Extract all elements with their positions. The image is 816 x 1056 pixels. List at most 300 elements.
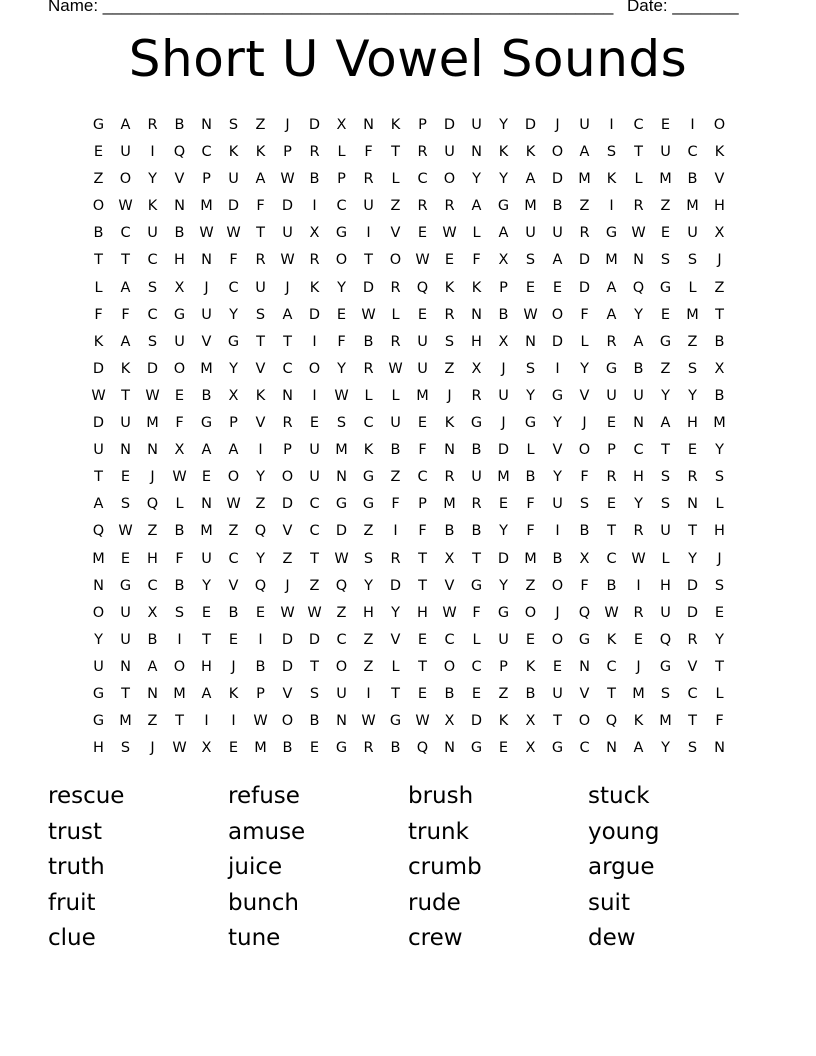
grid-letter[interactable]: X: [147, 604, 158, 621]
grid-letter[interactable]: C: [147, 577, 158, 594]
grid-letter[interactable]: X: [309, 225, 320, 242]
grid-letter[interactable]: V: [282, 685, 293, 702]
grid-letter[interactable]: W: [172, 740, 187, 757]
grid-letter[interactable]: D: [497, 550, 510, 567]
grid-letter[interactable]: B: [471, 523, 482, 540]
grid-letter[interactable]: M: [335, 442, 348, 459]
grid-letter[interactable]: J: [582, 415, 587, 432]
grid-letter[interactable]: D: [470, 713, 483, 730]
grid-letter[interactable]: U: [93, 442, 104, 459]
grid-letter[interactable]: S: [660, 685, 671, 702]
grid-letter[interactable]: W: [199, 225, 214, 242]
grid-letter[interactable]: T: [391, 685, 400, 702]
grid-letter[interactable]: K: [498, 713, 509, 730]
grid-letter[interactable]: E: [714, 604, 725, 621]
grid-letter[interactable]: U: [633, 387, 644, 404]
grid-letter[interactable]: N: [444, 442, 455, 459]
grid-letter[interactable]: W: [226, 225, 241, 242]
grid-letter[interactable]: O: [308, 360, 321, 377]
grid-letter[interactable]: Y: [499, 117, 508, 133]
grid-letter[interactable]: G: [92, 685, 105, 702]
grid-letter[interactable]: B: [390, 442, 401, 459]
grid-letter[interactable]: H: [417, 604, 428, 621]
grid-letter[interactable]: Y: [553, 469, 562, 486]
grid-letter[interactable]: C: [336, 198, 347, 215]
grid-letter[interactable]: Y: [688, 550, 697, 567]
grid-letter[interactable]: S: [174, 604, 185, 621]
grid-letter[interactable]: L: [175, 496, 184, 513]
grid-letter[interactable]: C: [633, 442, 644, 459]
grid-letter[interactable]: Z: [363, 523, 374, 540]
grid-letter[interactable]: D: [281, 496, 294, 513]
grid-letter[interactable]: E: [687, 442, 698, 459]
grid-letter[interactable]: T: [310, 658, 319, 675]
grid-letter[interactable]: P: [499, 658, 508, 675]
grid-letter[interactable]: S: [444, 333, 455, 350]
grid-letter[interactable]: W: [415, 713, 430, 730]
grid-letter[interactable]: A: [579, 144, 590, 161]
grid-letter[interactable]: G: [578, 631, 591, 648]
grid-letter[interactable]: T: [688, 713, 697, 730]
grid-letter[interactable]: G: [227, 333, 240, 350]
grid-letter[interactable]: I: [393, 523, 398, 540]
grid-letter[interactable]: N: [606, 740, 617, 757]
grid-letter[interactable]: B: [174, 117, 185, 133]
grid-letter[interactable]: P: [283, 144, 292, 161]
grid-letter[interactable]: H: [93, 740, 104, 757]
grid-letter[interactable]: W: [118, 198, 133, 215]
grid-letter[interactable]: N: [147, 685, 158, 702]
grid-letter[interactable]: U: [336, 685, 347, 702]
grid-letter[interactable]: N: [147, 442, 158, 459]
grid-letter[interactable]: M: [200, 523, 213, 540]
grid-letter[interactable]: Z: [228, 523, 239, 540]
grid-letter[interactable]: T: [364, 252, 373, 269]
grid-letter[interactable]: Y: [499, 577, 508, 594]
grid-letter[interactable]: W: [631, 225, 646, 242]
grid-letter[interactable]: L: [661, 550, 670, 567]
grid-letter[interactable]: F: [418, 442, 427, 459]
grid-letter[interactable]: D: [92, 415, 105, 432]
grid-letter[interactable]: K: [93, 333, 104, 350]
grid-letter[interactable]: N: [471, 144, 482, 161]
grid-letter[interactable]: K: [606, 631, 617, 648]
grid-letter[interactable]: J: [501, 360, 506, 377]
grid-letter[interactable]: L: [715, 496, 724, 513]
grid-letter[interactable]: F: [391, 496, 400, 513]
grid-letter[interactable]: X: [498, 252, 509, 269]
grid-letter[interactable]: N: [174, 198, 185, 215]
grid-letter[interactable]: X: [174, 442, 185, 459]
grid-letter[interactable]: R: [633, 523, 644, 540]
grid-letter[interactable]: E: [120, 469, 131, 486]
grid-letter[interactable]: B: [228, 604, 239, 621]
grid-letter[interactable]: B: [579, 523, 590, 540]
grid-letter[interactable]: I: [150, 144, 155, 161]
grid-letter[interactable]: Y: [499, 523, 508, 540]
grid-letter[interactable]: W: [334, 550, 349, 567]
grid-letter[interactable]: R: [417, 144, 428, 161]
grid-letter[interactable]: E: [228, 631, 239, 648]
grid-letter[interactable]: G: [659, 333, 672, 350]
grid-letter[interactable]: N: [282, 387, 293, 404]
grid-letter[interactable]: Y: [688, 387, 697, 404]
grid-letter[interactable]: H: [714, 523, 725, 540]
grid-letter[interactable]: T: [121, 252, 130, 269]
grid-letter[interactable]: J: [285, 577, 290, 594]
grid-letter[interactable]: Y: [634, 496, 643, 513]
grid-letter[interactable]: E: [606, 415, 617, 432]
grid-letter[interactable]: O: [227, 469, 240, 486]
grid-letter[interactable]: J: [285, 279, 290, 296]
grid-letter[interactable]: U: [417, 333, 428, 350]
grid-letter[interactable]: A: [255, 171, 266, 188]
grid-letter[interactable]: J: [150, 740, 155, 757]
grid-letter[interactable]: T: [688, 523, 697, 540]
grid-letter[interactable]: J: [447, 387, 452, 404]
grid-letter[interactable]: O: [578, 442, 591, 459]
grid-letter[interactable]: G: [551, 387, 564, 404]
grid-letter[interactable]: S: [255, 306, 266, 323]
grid-letter[interactable]: A: [282, 306, 293, 323]
grid-letter[interactable]: M: [524, 550, 537, 567]
grid-letter[interactable]: B: [606, 577, 617, 594]
grid-letter[interactable]: A: [552, 252, 563, 269]
grid-letter[interactable]: U: [471, 117, 482, 133]
grid-letter[interactable]: S: [714, 577, 725, 594]
grid-letter[interactable]: E: [606, 496, 617, 513]
grid-letter[interactable]: D: [92, 360, 105, 377]
grid-letter[interactable]: F: [580, 306, 589, 323]
grid-letter[interactable]: X: [174, 279, 185, 296]
grid-letter[interactable]: C: [201, 144, 212, 161]
grid-letter[interactable]: A: [633, 333, 644, 350]
grid-letter[interactable]: U: [93, 658, 104, 675]
grid-letter[interactable]: G: [389, 713, 402, 730]
grid-letter[interactable]: G: [362, 469, 375, 486]
grid-letter[interactable]: F: [337, 333, 346, 350]
grid-letter[interactable]: M: [146, 415, 159, 432]
grid-letter[interactable]: E: [552, 279, 563, 296]
grid-letter[interactable]: B: [714, 387, 725, 404]
grid-letter[interactable]: W: [226, 496, 241, 513]
grid-letter[interactable]: Y: [715, 442, 724, 459]
grid-letter[interactable]: J: [717, 550, 722, 567]
grid-letter[interactable]: U: [660, 523, 671, 540]
grid-letter[interactable]: B: [498, 306, 509, 323]
grid-letter[interactable]: G: [605, 225, 618, 242]
grid-letter[interactable]: W: [334, 387, 349, 404]
grid-letter[interactable]: G: [524, 415, 537, 432]
grid-letter[interactable]: Y: [661, 740, 670, 757]
grid-letter[interactable]: O: [281, 713, 294, 730]
grid-letter[interactable]: B: [147, 631, 158, 648]
grid-letter[interactable]: U: [228, 171, 239, 188]
grid-letter[interactable]: P: [418, 117, 427, 133]
grid-letter[interactable]: M: [686, 306, 699, 323]
grid-letter[interactable]: Q: [92, 523, 105, 540]
grid-letter[interactable]: F: [175, 550, 184, 567]
grid-letter[interactable]: J: [555, 117, 560, 133]
grid-letter[interactable]: S: [228, 117, 239, 133]
grid-letter[interactable]: M: [119, 713, 132, 730]
grid-letter[interactable]: S: [525, 360, 536, 377]
grid-letter[interactable]: L: [715, 685, 724, 702]
grid-letter[interactable]: Z: [390, 198, 401, 215]
grid-letter[interactable]: S: [660, 469, 671, 486]
grid-letter[interactable]: L: [472, 631, 481, 648]
grid-letter[interactable]: O: [173, 360, 186, 377]
grid-letter[interactable]: D: [551, 171, 564, 188]
grid-letter[interactable]: D: [686, 577, 699, 594]
grid-letter[interactable]: O: [443, 171, 456, 188]
grid-letter[interactable]: V: [687, 658, 698, 675]
grid-letter[interactable]: B: [309, 713, 320, 730]
grid-letter[interactable]: B: [633, 360, 644, 377]
grid-letter[interactable]: N: [336, 469, 347, 486]
grid-letter[interactable]: Z: [363, 631, 374, 648]
grid-letter[interactable]: G: [497, 198, 510, 215]
grid-letter[interactable]: C: [309, 523, 320, 540]
grid-letter[interactable]: C: [606, 550, 617, 567]
grid-letter[interactable]: N: [93, 577, 104, 594]
grid-letter[interactable]: R: [390, 279, 401, 296]
grid-letter[interactable]: U: [201, 306, 212, 323]
grid-letter[interactable]: A: [201, 685, 212, 702]
grid-letter[interactable]: D: [308, 306, 321, 323]
grid-letter[interactable]: F: [229, 252, 238, 269]
grid-letter[interactable]: D: [524, 117, 537, 133]
grid-letter[interactable]: Q: [416, 279, 429, 296]
grid-letter[interactable]: I: [366, 685, 371, 702]
grid-letter[interactable]: M: [200, 360, 213, 377]
grid-letter[interactable]: I: [258, 631, 263, 648]
grid-letter[interactable]: A: [201, 442, 212, 459]
grid-letter[interactable]: R: [309, 252, 320, 269]
grid-letter[interactable]: M: [686, 198, 699, 215]
grid-letter[interactable]: B: [525, 685, 536, 702]
grid-letter[interactable]: M: [416, 387, 429, 404]
grid-letter[interactable]: E: [417, 415, 428, 432]
date-field-label[interactable]: Date: _______: [627, 0, 739, 15]
grid-letter[interactable]: H: [687, 415, 698, 432]
grid-letter[interactable]: A: [633, 740, 644, 757]
grid-letter[interactable]: S: [120, 740, 131, 757]
grid-letter[interactable]: T: [472, 550, 481, 567]
grid-letter[interactable]: B: [390, 740, 401, 757]
grid-letter[interactable]: D: [362, 279, 375, 296]
grid-letter[interactable]: N: [336, 713, 347, 730]
grid-letter[interactable]: V: [444, 577, 455, 594]
grid-letter[interactable]: W: [307, 604, 322, 621]
grid-letter[interactable]: T: [121, 685, 130, 702]
grid-letter[interactable]: U: [444, 144, 455, 161]
grid-letter[interactable]: N: [633, 415, 644, 432]
grid-letter[interactable]: E: [120, 550, 131, 567]
grid-letter[interactable]: U: [120, 144, 131, 161]
grid-letter[interactable]: D: [551, 333, 564, 350]
grid-letter[interactable]: K: [390, 117, 401, 133]
grid-letter[interactable]: U: [309, 469, 320, 486]
grid-letter[interactable]: C: [120, 225, 131, 242]
grid-letter[interactable]: C: [309, 496, 320, 513]
grid-letter[interactable]: B: [201, 387, 212, 404]
grid-letter[interactable]: C: [336, 631, 347, 648]
grid-letter[interactable]: C: [579, 740, 590, 757]
grid-letter[interactable]: D: [578, 279, 591, 296]
grid-letter[interactable]: E: [471, 685, 482, 702]
grid-letter[interactable]: F: [175, 415, 184, 432]
grid-letter[interactable]: K: [606, 171, 617, 188]
grid-letter[interactable]: V: [201, 333, 212, 350]
grid-letter[interactable]: B: [363, 333, 374, 350]
grid-letter[interactable]: R: [606, 333, 617, 350]
grid-letter[interactable]: C: [147, 306, 158, 323]
grid-letter[interactable]: Q: [632, 279, 645, 296]
grid-letter[interactable]: P: [229, 415, 238, 432]
grid-letter[interactable]: G: [659, 658, 672, 675]
grid-letter[interactable]: C: [228, 550, 239, 567]
grid-letter[interactable]: R: [579, 225, 590, 242]
grid-letter[interactable]: E: [660, 225, 671, 242]
grid-letter[interactable]: Z: [255, 496, 266, 513]
grid-letter[interactable]: O: [524, 604, 537, 621]
grid-letter[interactable]: Y: [634, 306, 643, 323]
grid-letter[interactable]: D: [389, 577, 402, 594]
grid-letter[interactable]: O: [119, 171, 132, 188]
grid-letter[interactable]: G: [92, 713, 105, 730]
grid-letter[interactable]: J: [555, 604, 560, 621]
grid-letter[interactable]: D: [686, 604, 699, 621]
grid-letter[interactable]: E: [417, 225, 428, 242]
grid-letter[interactable]: N: [120, 442, 131, 459]
grid-letter[interactable]: X: [525, 713, 536, 730]
grid-letter[interactable]: E: [417, 685, 428, 702]
grid-letter[interactable]: D: [308, 631, 321, 648]
grid-letter[interactable]: O: [335, 252, 348, 269]
grid-letter[interactable]: K: [471, 279, 482, 296]
grid-letter[interactable]: N: [201, 496, 212, 513]
grid-letter[interactable]: I: [204, 713, 209, 730]
grid-letter[interactable]: Z: [687, 333, 698, 350]
grid-letter[interactable]: R: [471, 496, 482, 513]
grid-letter[interactable]: S: [606, 144, 617, 161]
grid-letter[interactable]: V: [174, 171, 185, 188]
grid-letter[interactable]: M: [254, 740, 267, 757]
grid-letter[interactable]: E: [525, 279, 536, 296]
grid-letter[interactable]: T: [94, 252, 103, 269]
grid-letter[interactable]: U: [201, 550, 212, 567]
grid-letter[interactable]: E: [417, 306, 428, 323]
grid-letter[interactable]: N: [444, 740, 455, 757]
grid-letter[interactable]: G: [605, 360, 618, 377]
grid-letter[interactable]: Z: [309, 577, 320, 594]
grid-letter[interactable]: A: [525, 171, 536, 188]
grid-letter[interactable]: L: [94, 279, 103, 296]
grid-letter[interactable]: T: [634, 144, 643, 161]
name-field-label[interactable]: Name: ______________________________________________________: [48, 0, 614, 15]
grid-letter[interactable]: O: [173, 658, 186, 675]
grid-letter[interactable]: X: [444, 713, 455, 730]
grid-letter[interactable]: T: [661, 442, 670, 459]
grid-letter[interactable]: E: [201, 604, 212, 621]
grid-letter[interactable]: U: [120, 631, 131, 648]
grid-letter[interactable]: G: [470, 415, 483, 432]
grid-letter[interactable]: Z: [93, 171, 104, 188]
grid-letter[interactable]: Y: [256, 550, 265, 567]
grid-letter[interactable]: H: [714, 198, 725, 215]
grid-letter[interactable]: F: [256, 198, 265, 215]
grid-letter[interactable]: F: [580, 577, 589, 594]
grid-letter[interactable]: T: [94, 469, 103, 486]
grid-letter[interactable]: F: [715, 713, 724, 730]
grid-letter[interactable]: H: [201, 658, 212, 675]
grid-letter[interactable]: B: [93, 225, 104, 242]
grid-letter[interactable]: G: [173, 306, 186, 323]
grid-letter[interactable]: R: [687, 631, 698, 648]
grid-letter[interactable]: E: [552, 658, 563, 675]
grid-letter[interactable]: B: [444, 523, 455, 540]
grid-letter[interactable]: I: [636, 577, 641, 594]
grid-letter[interactable]: I: [555, 523, 560, 540]
grid-letter[interactable]: Y: [229, 306, 238, 323]
grid-letter[interactable]: M: [443, 496, 456, 513]
grid-letter[interactable]: S: [660, 496, 671, 513]
grid-letter[interactable]: B: [471, 442, 482, 459]
grid-letter[interactable]: U: [552, 496, 563, 513]
grid-letter[interactable]: O: [389, 252, 402, 269]
grid-letter[interactable]: Y: [364, 577, 373, 594]
grid-letter[interactable]: C: [444, 631, 455, 648]
grid-letter[interactable]: V: [282, 523, 293, 540]
grid-letter[interactable]: F: [580, 469, 589, 486]
grid-letter[interactable]: R: [633, 604, 644, 621]
grid-letter[interactable]: A: [660, 415, 671, 432]
grid-letter[interactable]: P: [418, 496, 427, 513]
grid-letter[interactable]: K: [228, 685, 239, 702]
grid-letter[interactable]: V: [390, 225, 401, 242]
grid-letter[interactable]: W: [604, 604, 619, 621]
grid-letter[interactable]: L: [634, 171, 643, 188]
grid-letter[interactable]: K: [255, 144, 266, 161]
grid-letter[interactable]: R: [687, 469, 698, 486]
grid-letter[interactable]: D: [497, 442, 510, 459]
grid-letter[interactable]: T: [715, 658, 724, 675]
grid-letter[interactable]: T: [418, 550, 427, 567]
grid-letter[interactable]: E: [93, 144, 104, 161]
grid-letter[interactable]: S: [687, 252, 698, 269]
grid-letter[interactable]: U: [687, 225, 698, 242]
grid-letter[interactable]: L: [391, 387, 400, 404]
grid-letter[interactable]: E: [660, 306, 671, 323]
grid-letter[interactable]: Q: [254, 577, 267, 594]
grid-letter[interactable]: M: [200, 198, 213, 215]
grid-letter[interactable]: U: [660, 604, 671, 621]
grid-letter[interactable]: B: [174, 523, 185, 540]
grid-letter[interactable]: U: [147, 225, 158, 242]
grid-letter[interactable]: D: [281, 658, 294, 675]
grid-letter[interactable]: N: [579, 658, 590, 675]
grid-letter[interactable]: Z: [498, 685, 509, 702]
grid-letter[interactable]: W: [442, 604, 457, 621]
grid-letter[interactable]: S: [660, 252, 671, 269]
grid-letter[interactable]: B: [525, 469, 536, 486]
grid-letter[interactable]: X: [498, 333, 509, 350]
grid-letter[interactable]: B: [174, 577, 185, 594]
grid-letter[interactable]: R: [255, 252, 266, 269]
grid-letter[interactable]: U: [498, 387, 509, 404]
grid-letter[interactable]: K: [714, 144, 725, 161]
